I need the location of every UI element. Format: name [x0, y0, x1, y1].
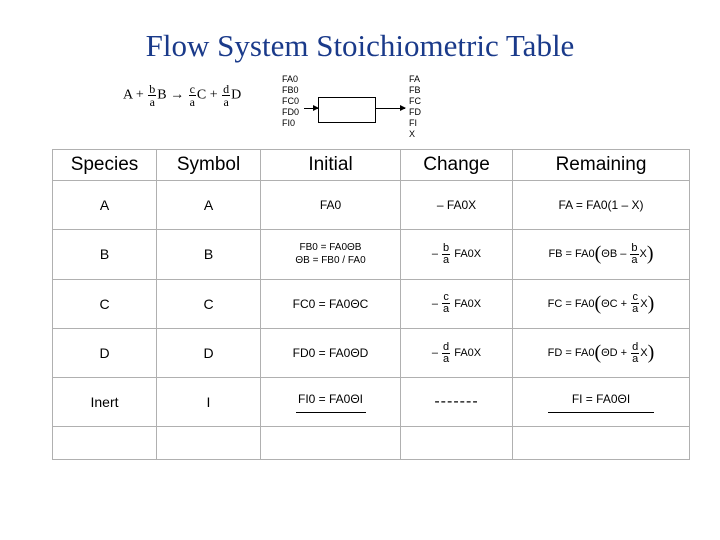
species-cell: C: [53, 279, 157, 328]
species-cell: A: [53, 181, 157, 230]
initial-equation: FB0 = FA0ΘB: [299, 242, 362, 254]
divider-line: [548, 412, 654, 413]
header-initial: Initial: [261, 150, 401, 181]
species-cell: Inert: [53, 378, 157, 427]
stoichiometric-table: [52, 149, 690, 460]
remaining-cell: [513, 378, 690, 427]
outlet-flow: FC: [409, 96, 421, 106]
inlet-flow: FC0: [282, 96, 300, 106]
species-a-label: A: [123, 87, 133, 103]
table-row: [53, 328, 690, 377]
table-row: [53, 378, 690, 427]
species-cell: B: [53, 230, 157, 279]
table-row: [53, 230, 690, 279]
divider-line: [296, 412, 366, 413]
change-cell: -------: [401, 378, 513, 427]
remaining-cell: [513, 427, 690, 460]
initial-equation: FI0 = FA0ΘI: [297, 391, 364, 406]
outlet-flow: FA: [409, 74, 421, 84]
theta-definition: ΘB = FB0 / FA0: [295, 255, 366, 267]
remaining-cell: FB = FA0(ΘB – $\frac{b}{a}$ X): [513, 230, 690, 279]
symbol-cell: I: [157, 378, 261, 427]
c-over-a-fraction: $\frac{c}{a}$: [189, 82, 195, 109]
remaining-cell: FC = FA0(ΘC + $\frac{c}{a}$ X): [513, 279, 690, 328]
plus-sign: +: [135, 87, 144, 103]
inlet-flow: FI0: [282, 118, 296, 128]
initial-cell: FC0 = FA0ΘC: [261, 279, 401, 328]
outlet-flow: X: [409, 129, 416, 139]
symbol-cell: B: [157, 230, 261, 279]
species-cell: [53, 427, 157, 460]
change-cell: [401, 427, 513, 460]
outlet-flow: FD: [409, 107, 421, 117]
table-row: [53, 279, 690, 328]
symbol-cell: C: [157, 279, 261, 328]
reactor-box: [318, 97, 376, 123]
header-species: Species: [53, 150, 157, 181]
inlet-flow: FA0: [282, 74, 299, 84]
species-c-label: C: [196, 87, 207, 103]
outlet-flow: FI: [409, 118, 417, 128]
plus-sign: +: [209, 87, 218, 103]
inlet-flow: FB0: [282, 85, 299, 95]
remaining-cell: FA = FA0(1 – X): [513, 181, 690, 230]
inlet-arrow-icon: [304, 108, 318, 109]
table-row: [53, 181, 690, 230]
change-cell: – $\frac{c}{a}$ FA0X: [401, 279, 513, 328]
initial-cell: [261, 427, 401, 460]
page-title: Flow System Stoichiometric Table: [145, 28, 575, 63]
change-cell: – FA0X: [401, 181, 513, 230]
d-over-a-fraction: $\frac{d}{a}$: [223, 82, 230, 109]
header-remaining: Remaining: [513, 150, 690, 181]
change-cell: – $\frac{b}{a}$ FA0X: [401, 230, 513, 279]
outlet-flow: FB: [409, 85, 421, 95]
initial-cell: [261, 378, 401, 427]
header-change: Change: [401, 150, 513, 181]
symbol-cell: D: [157, 328, 261, 377]
flow-reactor-diagram: [282, 74, 422, 148]
inlet-flow: FD0: [282, 107, 300, 117]
symbol-cell: [157, 427, 261, 460]
species-cell: D: [53, 328, 157, 377]
initial-cell: FA0: [261, 181, 401, 230]
initial-cell: [261, 230, 401, 279]
inlet-flows: [282, 74, 299, 129]
species-d-label: D: [231, 87, 242, 103]
outlet-flows: [409, 74, 421, 140]
outlet-arrow-icon: [375, 108, 405, 109]
header-symbol: Symbol: [157, 150, 261, 181]
table-header-row: [53, 150, 690, 181]
species-b-label: B: [157, 87, 167, 103]
table-row: [53, 427, 690, 460]
reaction-equation: [123, 74, 263, 108]
remaining-cell: FD = FA0(ΘD + $\frac{d}{a}$ X): [513, 328, 690, 377]
initial-cell: FD0 = FA0ΘD: [261, 328, 401, 377]
b-over-a-fraction: $\frac{b}{a}$: [149, 82, 156, 109]
remaining-equation: FI = FA0ΘI: [571, 391, 631, 406]
reaction-arrow: →: [170, 87, 185, 103]
symbol-cell: A: [157, 181, 261, 230]
change-cell: – $\frac{d}{a}$ FA0X: [401, 328, 513, 377]
